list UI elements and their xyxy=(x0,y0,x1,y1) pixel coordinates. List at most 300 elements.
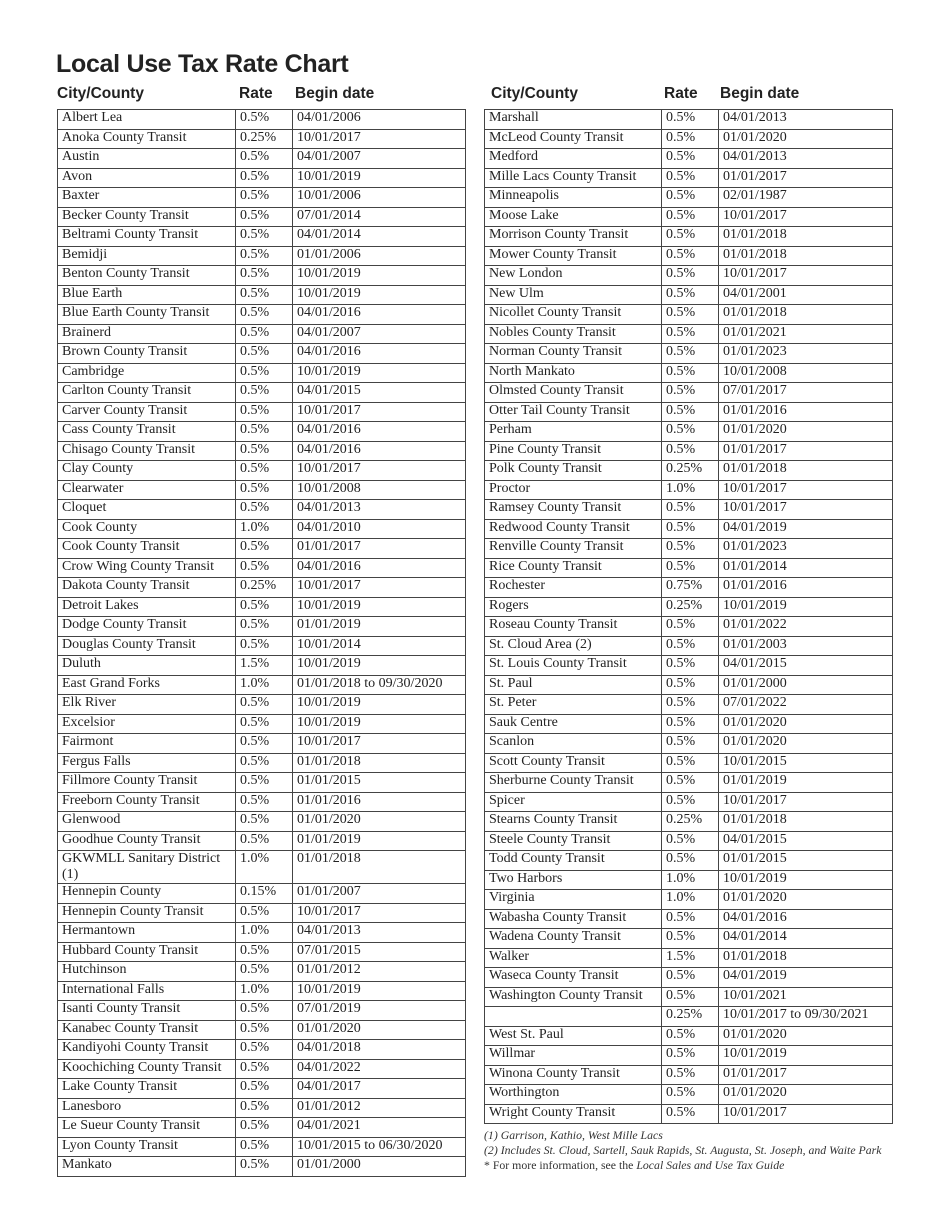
date-cell: 01/01/2017 xyxy=(719,441,893,461)
city-cell: Avon xyxy=(58,168,236,188)
city-cell: Clearwater xyxy=(58,480,236,500)
city-cell: Elk River xyxy=(58,695,236,715)
table-row xyxy=(485,714,893,734)
city-cell: New Ulm xyxy=(485,285,662,305)
table-row xyxy=(485,110,893,130)
city-cell: Hutchinson xyxy=(58,962,236,982)
table-row xyxy=(58,539,466,559)
table-row xyxy=(485,890,893,910)
date-cell: 10/01/2019 xyxy=(293,597,466,617)
table-row xyxy=(58,942,466,962)
table-row xyxy=(58,168,466,188)
city-cell: Baxter xyxy=(58,188,236,208)
table-row xyxy=(58,578,466,598)
table-row xyxy=(58,110,466,130)
date-cell: 01/01/2016 xyxy=(719,402,893,422)
city-cell: Clay County xyxy=(58,461,236,481)
city-cell: Spicer xyxy=(485,792,662,812)
table-row xyxy=(58,383,466,403)
table-row xyxy=(485,422,893,442)
rate-cell: 0.15% xyxy=(236,884,293,904)
date-cell: 01/01/2020 xyxy=(293,1020,466,1040)
table-row xyxy=(58,422,466,442)
rate-cell: 1.5% xyxy=(236,656,293,676)
city-cell: Cook County xyxy=(58,519,236,539)
date-cell: 01/01/2020 xyxy=(719,422,893,442)
date-cell: 01/01/2023 xyxy=(719,344,893,364)
rate-cell: 0.25% xyxy=(662,812,719,832)
date-cell: 01/01/2020 xyxy=(293,812,466,832)
rate-cell: 0.5% xyxy=(662,987,719,1007)
city-cell: Duluth xyxy=(58,656,236,676)
city-cell: Scott County Transit xyxy=(485,753,662,773)
table-row xyxy=(485,656,893,676)
city-cell: Freeborn County Transit xyxy=(58,792,236,812)
city-cell: Koochiching County Transit xyxy=(58,1059,236,1079)
left-table-header xyxy=(57,83,466,109)
table-row xyxy=(485,461,893,481)
date-cell: 01/01/2020 xyxy=(719,129,893,149)
city-cell: Brainerd xyxy=(58,324,236,344)
rate-cell: 0.5% xyxy=(662,1085,719,1105)
city-cell: Otter Tail County Transit xyxy=(485,402,662,422)
city-cell: GKWMLL Sanitary District (1) xyxy=(58,851,236,884)
city-cell: St. Peter xyxy=(485,695,662,715)
city-cell: Virginia xyxy=(485,890,662,910)
city-cell: Nobles County Transit xyxy=(485,324,662,344)
table-row xyxy=(58,831,466,851)
city-cell: Fillmore County Transit xyxy=(58,773,236,793)
table-row xyxy=(485,402,893,422)
table-row xyxy=(58,636,466,656)
date-cell: 10/01/2019 xyxy=(293,981,466,1001)
city-cell: Nicollet County Transit xyxy=(485,305,662,325)
rate-cell: 1.0% xyxy=(236,675,293,695)
date-cell: 10/01/2017 xyxy=(719,266,893,286)
city-cell: Proctor xyxy=(485,480,662,500)
rate-cell: 0.5% xyxy=(236,305,293,325)
city-cell: Waseca County Transit xyxy=(485,968,662,988)
date-cell: 10/01/2019 xyxy=(293,266,466,286)
rate-cell: 0.5% xyxy=(236,1020,293,1040)
city-cell: Steele County Transit xyxy=(485,831,662,851)
table-row xyxy=(58,1079,466,1099)
table-row xyxy=(485,1104,893,1124)
date-cell: 04/01/2016 xyxy=(293,422,466,442)
city-cell: St. Paul xyxy=(485,675,662,695)
table-row xyxy=(485,305,893,325)
date-cell: 10/01/2017 xyxy=(719,1104,893,1124)
rate-cell: 0.5% xyxy=(662,168,719,188)
city-cell: Sherburne County Transit xyxy=(485,773,662,793)
rate-cell: 0.5% xyxy=(236,792,293,812)
rate-cell: 0.5% xyxy=(236,207,293,227)
rate-cell: 1.0% xyxy=(662,480,719,500)
table-row xyxy=(58,480,466,500)
city-cell: Isanti County Transit xyxy=(58,1001,236,1021)
date-cell: 04/01/2013 xyxy=(293,923,466,943)
rate-cell: 0.5% xyxy=(236,695,293,715)
rate-cell: 1.0% xyxy=(236,851,293,884)
city-cell: Ramsey County Transit xyxy=(485,500,662,520)
rate-cell: 0.25% xyxy=(662,597,719,617)
date-cell: 04/01/2006 xyxy=(293,110,466,130)
city-cell: Washington County Transit xyxy=(485,987,662,1007)
table-row xyxy=(58,344,466,364)
rate-cell: 0.5% xyxy=(662,1104,719,1124)
city-cell: McLeod County Transit xyxy=(485,129,662,149)
rate-cell: 0.5% xyxy=(662,383,719,403)
rate-cell: 0.5% xyxy=(236,942,293,962)
city-cell: Walker xyxy=(485,948,662,968)
date-cell: 04/01/2013 xyxy=(719,110,893,130)
table-row xyxy=(58,402,466,422)
table-row xyxy=(485,285,893,305)
rate-cell: 0.5% xyxy=(662,305,719,325)
rate-cell: 0.5% xyxy=(662,617,719,637)
date-cell: 01/01/2018 xyxy=(719,948,893,968)
rate-cell: 0.5% xyxy=(662,500,719,520)
rate-cell: 0.5% xyxy=(662,753,719,773)
date-cell: 01/01/2014 xyxy=(719,558,893,578)
table-row xyxy=(485,617,893,637)
city-cell: St. Cloud Area (2) xyxy=(485,636,662,656)
city-cell: Worthington xyxy=(485,1085,662,1105)
table-row xyxy=(58,1001,466,1021)
table-row xyxy=(58,266,466,286)
date-cell: 01/01/2015 xyxy=(719,851,893,871)
rate-cell: 0.5% xyxy=(662,929,719,949)
table-row xyxy=(485,207,893,227)
city-cell: Glenwood xyxy=(58,812,236,832)
date-cell: 01/01/2018 xyxy=(719,461,893,481)
table-row xyxy=(58,461,466,481)
rate-cell: 0.5% xyxy=(662,1026,719,1046)
rate-cell: 0.5% xyxy=(236,227,293,247)
table-row xyxy=(485,149,893,169)
date-cell: 10/01/2015 to 06/30/2020 xyxy=(293,1137,466,1157)
date-cell: 01/01/2018 xyxy=(293,851,466,884)
rate-cell: 0.5% xyxy=(662,402,719,422)
table-row xyxy=(58,884,466,904)
table-row xyxy=(485,929,893,949)
date-cell: 10/01/2021 xyxy=(719,987,893,1007)
city-cell: Le Sueur County Transit xyxy=(58,1118,236,1138)
rate-cell: 0.5% xyxy=(236,617,293,637)
city-cell: Mower County Transit xyxy=(485,246,662,266)
city-cell: Blue Earth County Transit xyxy=(58,305,236,325)
table-row xyxy=(485,246,893,266)
table-row xyxy=(485,792,893,812)
rate-cell: 0.5% xyxy=(662,324,719,344)
table-row xyxy=(485,831,893,851)
rate-cell: 0.5% xyxy=(662,519,719,539)
city-cell: Cass County Transit xyxy=(58,422,236,442)
city-cell: Carver County Transit xyxy=(58,402,236,422)
table-row xyxy=(58,714,466,734)
date-cell: 01/01/2007 xyxy=(293,884,466,904)
date-cell: 01/01/2018 xyxy=(719,812,893,832)
rate-cell: 0.5% xyxy=(236,149,293,169)
date-cell: 07/01/2022 xyxy=(719,695,893,715)
table-row xyxy=(58,188,466,208)
footnote-2: (2) Includes St. Cloud, Sartell, Sauk Rapids, St. Augusta, St. Joseph, and Waite Park xyxy=(484,1143,882,1157)
date-cell: 07/01/2014 xyxy=(293,207,466,227)
date-cell: 01/01/2012 xyxy=(293,962,466,982)
table-row xyxy=(485,597,893,617)
footnote-1: (1) Garrison, Kathio, West Mille Lacs xyxy=(484,1128,663,1142)
date-cell: 10/01/2019 xyxy=(293,714,466,734)
guide-link[interactable]: Local Sales and Use Tax Guide xyxy=(636,1158,785,1172)
rate-cell: 0.5% xyxy=(236,422,293,442)
table-row xyxy=(485,773,893,793)
table-row xyxy=(58,285,466,305)
rate-cell: 0.5% xyxy=(236,441,293,461)
city-cell: Hubbard County Transit xyxy=(58,942,236,962)
table-row xyxy=(485,870,893,890)
date-cell: 02/01/1987 xyxy=(719,188,893,208)
page-title: Local Use Tax Rate Chart xyxy=(56,50,349,78)
rate-cell: 0.5% xyxy=(662,285,719,305)
date-cell: 10/01/2017 xyxy=(293,734,466,754)
date-cell: 01/01/2018 xyxy=(719,246,893,266)
city-cell: Becker County Transit xyxy=(58,207,236,227)
date-cell: 04/01/2016 xyxy=(293,305,466,325)
city-cell: Kandiyohi County Transit xyxy=(58,1040,236,1060)
city-cell: Anoka County Transit xyxy=(58,129,236,149)
date-cell: 01/01/2000 xyxy=(719,675,893,695)
date-cell: 10/01/2019 xyxy=(293,695,466,715)
city-cell: Hennepin County xyxy=(58,884,236,904)
city-cell: Two Harbors xyxy=(485,870,662,890)
date-cell: 04/01/2014 xyxy=(719,929,893,949)
date-cell: 01/01/2019 xyxy=(293,617,466,637)
date-cell: 10/01/2017 xyxy=(293,402,466,422)
header-rate: Rate xyxy=(664,85,698,102)
date-cell: 04/01/2015 xyxy=(719,831,893,851)
table-row xyxy=(58,1157,466,1177)
rate-cell: 1.0% xyxy=(236,519,293,539)
rate-cell: 0.5% xyxy=(236,188,293,208)
rate-cell: 0.5% xyxy=(236,714,293,734)
city-cell: Brown County Transit xyxy=(58,344,236,364)
rate-cell: 0.5% xyxy=(236,1137,293,1157)
date-cell: 01/01/2012 xyxy=(293,1098,466,1118)
city-cell: Redwood County Transit xyxy=(485,519,662,539)
city-cell: Minneapolis xyxy=(485,188,662,208)
city-cell: Mankato xyxy=(58,1157,236,1177)
table-row xyxy=(485,851,893,871)
rate-cell: 1.0% xyxy=(236,981,293,1001)
rate-cell: 0.5% xyxy=(662,207,719,227)
city-cell: Wadena County Transit xyxy=(485,929,662,949)
date-cell: 01/01/2017 xyxy=(719,168,893,188)
city-cell: Excelsior xyxy=(58,714,236,734)
table-row xyxy=(58,903,466,923)
date-cell: 04/01/2016 xyxy=(719,909,893,929)
city-cell: Norman County Transit xyxy=(485,344,662,364)
table-row xyxy=(58,363,466,383)
rate-cell: 0.5% xyxy=(662,1046,719,1066)
city-cell: Pine County Transit xyxy=(485,441,662,461)
table-row xyxy=(58,246,466,266)
header-date: Begin date xyxy=(295,85,375,102)
city-cell: Dakota County Transit xyxy=(58,578,236,598)
date-cell: 10/01/2014 xyxy=(293,636,466,656)
city-cell: Cambridge xyxy=(58,363,236,383)
table-row xyxy=(485,812,893,832)
rate-cell: 0.5% xyxy=(236,1079,293,1099)
date-cell: 01/01/2019 xyxy=(719,773,893,793)
left-column xyxy=(57,83,466,1177)
rate-cell: 0.25% xyxy=(236,129,293,149)
rate-cell: 0.5% xyxy=(662,656,719,676)
rate-cell: 0.5% xyxy=(236,734,293,754)
date-cell: 10/01/2019 xyxy=(293,656,466,676)
rate-cell: 0.5% xyxy=(662,1065,719,1085)
rate-cell: 0.5% xyxy=(662,734,719,754)
date-cell: 10/01/2019 xyxy=(719,870,893,890)
table-row xyxy=(58,1020,466,1040)
right-table-header xyxy=(484,83,892,109)
rate-cell: 0.5% xyxy=(662,909,719,929)
header-city: City/County xyxy=(57,85,144,102)
date-cell: 01/01/2018 xyxy=(719,227,893,247)
table-row xyxy=(485,753,893,773)
rate-cell: 0.5% xyxy=(236,1001,293,1021)
date-cell: 01/01/2020 xyxy=(719,890,893,910)
rate-cell: 0.5% xyxy=(662,110,719,130)
city-cell: International Falls xyxy=(58,981,236,1001)
table-row xyxy=(485,129,893,149)
rate-cell: 0.5% xyxy=(236,558,293,578)
table-row xyxy=(485,558,893,578)
city-cell: Renville County Transit xyxy=(485,539,662,559)
table-row xyxy=(485,1046,893,1066)
rate-cell: 0.25% xyxy=(236,578,293,598)
table-row xyxy=(485,987,893,1007)
footnote-3 xyxy=(484,1158,881,1173)
table-row xyxy=(58,981,466,1001)
table-row xyxy=(485,1085,893,1105)
city-cell: Fairmont xyxy=(58,734,236,754)
date-cell: 01/01/2020 xyxy=(719,1026,893,1046)
date-cell: 04/01/2019 xyxy=(719,968,893,988)
rate-cell: 0.5% xyxy=(662,363,719,383)
rate-cell: 0.5% xyxy=(662,558,719,578)
rate-cell: 0.5% xyxy=(236,461,293,481)
city-cell: Bemidji xyxy=(58,246,236,266)
city-cell: Kanabec County Transit xyxy=(58,1020,236,1040)
table-row xyxy=(485,695,893,715)
date-cell: 04/01/2017 xyxy=(293,1079,466,1099)
city-cell: West St. Paul xyxy=(485,1026,662,1046)
date-cell: 10/01/2008 xyxy=(719,363,893,383)
header-city: City/County xyxy=(491,85,578,102)
city-cell: Austin xyxy=(58,149,236,169)
rate-cell: 0.5% xyxy=(662,129,719,149)
rate-cell: 0.5% xyxy=(236,1040,293,1060)
rate-cell: 0.5% xyxy=(236,246,293,266)
table-row xyxy=(485,363,893,383)
table-row xyxy=(58,1098,466,1118)
table-row xyxy=(485,480,893,500)
table-row xyxy=(485,519,893,539)
table-row xyxy=(58,675,466,695)
city-cell: Polk County Transit xyxy=(485,461,662,481)
table-row xyxy=(485,383,893,403)
city-cell: Douglas County Transit xyxy=(58,636,236,656)
date-cell: 01/01/2017 xyxy=(293,539,466,559)
table-row xyxy=(58,923,466,943)
date-cell: 01/01/2006 xyxy=(293,246,466,266)
city-cell: Cloquet xyxy=(58,500,236,520)
date-cell: 10/01/2017 to 09/30/2021 xyxy=(719,1007,893,1027)
date-cell: 10/01/2019 xyxy=(719,1046,893,1066)
table-row xyxy=(485,168,893,188)
date-cell: 10/01/2017 xyxy=(719,480,893,500)
table-row xyxy=(58,441,466,461)
city-cell: Albert Lea xyxy=(58,110,236,130)
city-cell: Goodhue County Transit xyxy=(58,831,236,851)
rate-cell: 0.5% xyxy=(236,636,293,656)
city-cell: Hermantown xyxy=(58,923,236,943)
table-row xyxy=(58,1137,466,1157)
rate-cell: 0.5% xyxy=(662,266,719,286)
date-cell: 04/01/2016 xyxy=(293,344,466,364)
date-cell: 10/01/2017 xyxy=(719,500,893,520)
left-rate-table xyxy=(57,109,466,1177)
table-row xyxy=(58,558,466,578)
date-cell: 10/01/2019 xyxy=(293,363,466,383)
rate-cell: 0.5% xyxy=(662,714,719,734)
table-row xyxy=(485,227,893,247)
city-cell: Sauk Centre xyxy=(485,714,662,734)
date-cell: 04/01/2007 xyxy=(293,149,466,169)
date-cell: 10/01/2017 xyxy=(719,792,893,812)
date-cell: 01/01/2020 xyxy=(719,1085,893,1105)
table-row xyxy=(485,266,893,286)
city-cell: Blue Earth xyxy=(58,285,236,305)
date-cell: 10/01/2019 xyxy=(719,597,893,617)
city-cell: Beltrami County Transit xyxy=(58,227,236,247)
rate-cell: 1.5% xyxy=(662,948,719,968)
rate-cell: 0.5% xyxy=(662,188,719,208)
table-row xyxy=(485,636,893,656)
rate-cell: 0.5% xyxy=(236,383,293,403)
city-cell: Dodge County Transit xyxy=(58,617,236,637)
city-cell: Medford xyxy=(485,149,662,169)
date-cell: 04/01/2001 xyxy=(719,285,893,305)
rate-cell: 0.5% xyxy=(236,831,293,851)
rate-cell: 1.0% xyxy=(236,923,293,943)
date-cell: 10/01/2019 xyxy=(293,285,466,305)
date-cell: 01/01/2018 to 09/30/2020 xyxy=(293,675,466,695)
rate-cell: 0.5% xyxy=(662,831,719,851)
city-cell: Lake County Transit xyxy=(58,1079,236,1099)
header-date: Begin date xyxy=(720,85,800,102)
table-row xyxy=(485,441,893,461)
table-row xyxy=(485,539,893,559)
table-row xyxy=(58,962,466,982)
rate-cell: 0.5% xyxy=(236,773,293,793)
date-cell: 10/01/2017 xyxy=(719,207,893,227)
date-cell: 04/01/2013 xyxy=(293,500,466,520)
table-row xyxy=(58,617,466,637)
date-cell: 04/01/2016 xyxy=(293,558,466,578)
rate-cell: 0.5% xyxy=(236,539,293,559)
table-row xyxy=(58,792,466,812)
